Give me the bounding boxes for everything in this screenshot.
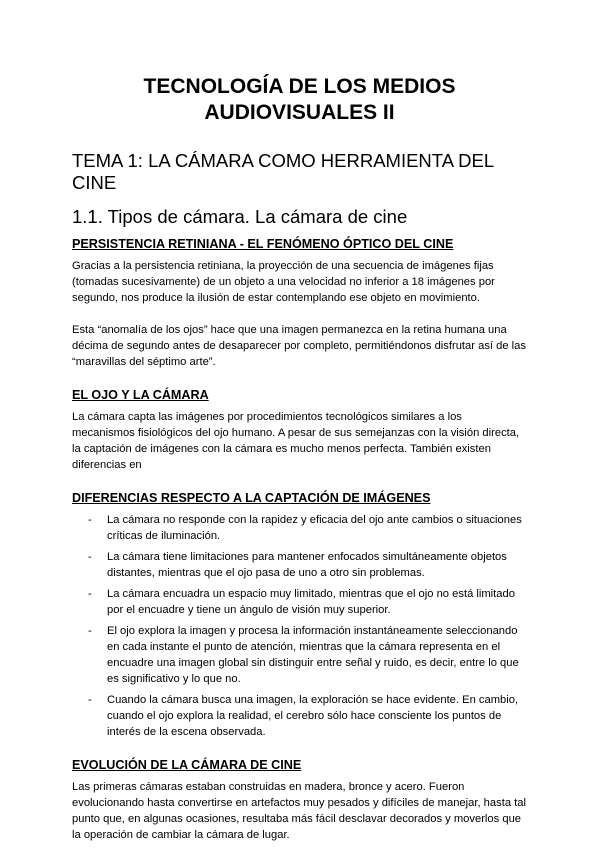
section-heading-evolucion: EVOLUCIÓN DE LA CÁMARA DE CINE — [72, 758, 302, 772]
list-item: - La cámara no responde con la rapidez y eficacia del ojo ante cambios o situaciones críticas de iluminación. — [88, 512, 527, 544]
paragraph: Gracias a la persistencia retiniana, la proyección de una secuencia de imágenes fijas (tomadas sucesivamente) de un objeto a una velocidad no inferior a 18 imágenes por segundo, nos produce la ilusión de estar contemplando ese objeto en movimiento. — [72, 260, 495, 304]
section-heading-diferencias: DIFERENCIAS RESPECTO A LA CAPTACIÓN DE IMÁGENES — [72, 491, 431, 505]
document-title-line-2: AUDIOVISUALES II — [204, 101, 395, 124]
list-item: - Cuando la cámara busca una imagen, la exploración se hace evidente. En cambio, cuando el ojo explora la realidad, el cerebro sólo hace consciente los puntos de interés de la escena observada. — [88, 692, 527, 740]
section-heading-ojo-camara: EL OJO Y LA CÁMARA — [72, 388, 209, 402]
list-item: - La cámara encuadra un espacio muy limitado, mientras que el ojo no está limitado por el encuadre y tiene un ángulo de visión muy superior. — [88, 586, 527, 618]
paragraph: Las primeras cámaras estaban construidas en madera, bronce y acero. Fueron evolucionando hasta convertirse en artefactos muy pesados y difíciles de manejar, hasta tal punto que, en algunas ocasiones, resultaba más fácil desclavar decorados y moverlos que la operación de cambiar la cámara de lugar. — [72, 781, 526, 841]
differences-list — [72, 512, 527, 740]
list-item: - La cámara tiene limitaciones para mantener enfocados simultáneamente objetos distantes, mientras que el ojo pasa de uno a otro sin problemas. — [88, 549, 527, 581]
tema-heading: TEMA 1: LA CÁMARA COMO HERRAMIENTA DEL CINE — [72, 150, 494, 193]
document-title-line-1: TECNOLOGÍA DE LOS MEDIOS — [143, 75, 456, 98]
document-title — [72, 0, 527, 126]
paragraph: Esta “anomalía de los ojos” hace que una imagen permanezca en la retina humana una décima de segundo antes de desaparecer por completo, permitiéndonos disfrutar así de las “maravillas del séptimo arte”. — [72, 324, 526, 368]
list-item: - El ojo explora la imagen y procesa la información instantáneamente seleccionando en cada instante el punto de atención, mientras que la cámara representa en el encuadre una imagen global sin distinguir entre señal y ruido, es decir, entre lo que es significativo y lo que no. — [88, 623, 527, 687]
paragraph: La cámara capta las imágenes por procedimientos tecnológicos similares a los mecanismos fisiológicos del ojo humano. A pesar de sus semejanzas con la visión directa, la captación de imágenes con la cámara es mucho menos perfecta. También existen diferencias en — [72, 411, 520, 471]
section-heading-persistencia: PERSISTENCIA RETINIANA - EL FENÓMENO ÓPTICO DEL CINE — [72, 237, 454, 251]
subtema-heading: 1.1. Tipos de cámara. La cámara de cine — [72, 206, 408, 227]
